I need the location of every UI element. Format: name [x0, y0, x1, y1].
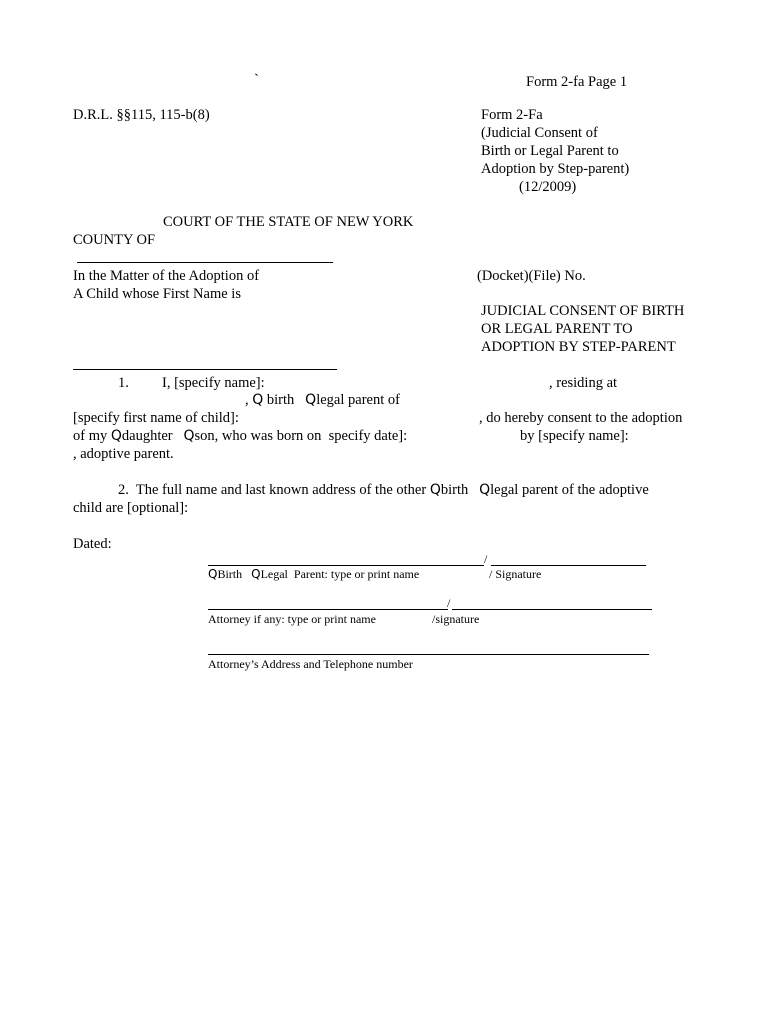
specify-name-prompt: I, [specify name]: — [162, 375, 265, 391]
birth-checkbox-icon: Q — [252, 392, 264, 408]
son-born-text: son, who was born on specify date]: — [194, 428, 408, 444]
matter-line-1: In the Matter of the Adoption of — [73, 268, 260, 284]
parent-legal-checkbox-icon: Q — [251, 567, 261, 581]
paragraph-2-line-2: child are [optional]: — [73, 500, 189, 516]
consent-text: , do hereby consent to the adoption — [479, 410, 683, 426]
statute-citation: D.R.L. §§115, 115-b(8) — [73, 107, 210, 123]
comma-text: , — [245, 392, 249, 408]
other-legal-parent-text: legal parent of the adoptive — [490, 482, 649, 498]
attorney-signature-caption: /signature — [432, 612, 480, 626]
parent-name-caption — [208, 567, 419, 581]
paragraph-number: 1. — [118, 375, 129, 391]
signature-slash: / — [484, 552, 488, 566]
document-title-line: OR LEGAL PARENT TO — [481, 321, 633, 337]
stray-backtick: ` — [254, 72, 259, 88]
other-legal-checkbox-icon: Q — [479, 482, 491, 498]
document-title-line: ADOPTION BY STEP-PARENT — [481, 339, 676, 355]
daughter-checkbox-icon: Q — [110, 428, 122, 444]
other-birth-text: birth — [440, 482, 469, 498]
paragraph-2-line-1 — [118, 481, 649, 499]
specify-child-prompt: [specify first name of child]: — [73, 410, 239, 426]
document-title-line: JUDICIAL CONSENT OF BIRTH — [481, 303, 685, 319]
signature-slash: / — [447, 596, 451, 610]
legal-checkbox-icon: Q — [305, 392, 317, 408]
residing-at-text: , residing at — [549, 375, 618, 391]
daughter-option-text: daughter — [121, 428, 173, 444]
form-info-line: Adoption by Step-parent) — [481, 161, 630, 177]
court-name: COURT OF THE STATE OF NEW YORK — [163, 214, 414, 230]
parent-name-line — [208, 565, 484, 566]
attorney-address-line — [208, 654, 649, 655]
child-gender-line — [73, 427, 407, 445]
attorney-signature-line — [452, 609, 652, 610]
matter-line-2: A Child whose First Name is — [73, 286, 241, 302]
parent-birth-checkbox-icon: Q — [208, 567, 218, 581]
county-label: COUNTY OF — [73, 232, 156, 248]
parent-signature-line — [491, 565, 646, 566]
other-birth-checkbox-icon: Q — [429, 482, 441, 498]
para2-intro-text: 2. The full name and last known address of the other — [118, 482, 430, 498]
docket-label: (Docket)(File) No. — [477, 268, 586, 284]
by-specify-name-prompt: by [specify name]: — [520, 428, 629, 444]
son-checkbox-icon: Q — [183, 428, 195, 444]
parent-signature-caption: / Signature — [489, 567, 542, 581]
attorney-name-caption: Attorney if any: type or print name — [208, 612, 376, 626]
dated-label: Dated: — [73, 536, 112, 552]
adoptive-parent-text: , adoptive parent. — [73, 446, 174, 462]
attorney-name-line — [208, 609, 448, 610]
county-blank-line — [77, 262, 333, 263]
page-label: Form 2-fa Page 1 — [526, 74, 628, 90]
parent-type-line — [245, 391, 400, 409]
birth-option-text: birth — [263, 392, 295, 408]
parent-legal-text: Legal Parent: type or print name — [260, 567, 420, 581]
parent-birth-text: Birth — [217, 567, 243, 581]
of-my-text: of my — [73, 428, 111, 444]
caption-divider-line — [73, 369, 337, 370]
form-revision-date: (12/2009) — [519, 179, 577, 195]
attorney-address-caption: Attorney’s Address and Telephone number — [208, 657, 413, 671]
form-number: Form 2-Fa — [481, 107, 543, 123]
form-info-line: Birth or Legal Parent to — [481, 143, 619, 159]
form-info-line: (Judicial Consent of — [481, 125, 598, 141]
legal-parent-of-text: legal parent of — [316, 392, 400, 408]
